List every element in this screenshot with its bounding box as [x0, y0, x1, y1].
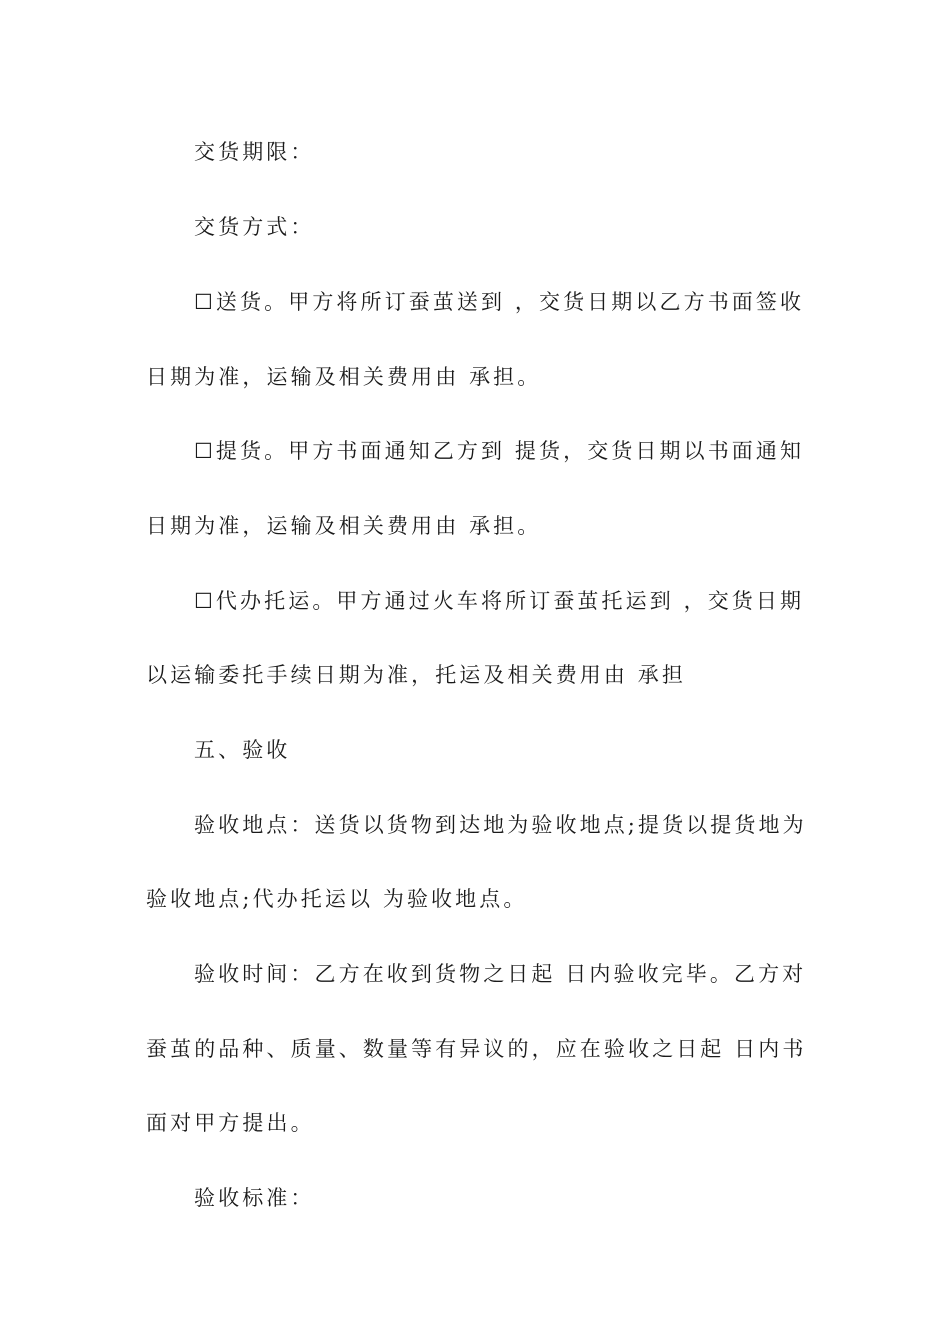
- acceptance-time-text-end: 面对甲方提出。: [146, 1111, 315, 1135]
- option-pickup-text-cont: 日期为准，运输及相关费用由 承担。: [146, 514, 542, 538]
- acceptance-time-text-cont: 蚕茧的品种、质量、数量等有异议的，应在验收之日起 日内书: [146, 1037, 807, 1061]
- option-consignment-text: ☐代办托运。甲方通过火车将所订蚕茧托运到 ，交货日期: [194, 589, 805, 613]
- option-delivery-text-cont: 日期为准，运输及相关费用由 承担。: [146, 365, 542, 389]
- option-consignment-text-cont: 以运输委托手续日期为准，托运及相关费用由 承担: [146, 663, 686, 687]
- acceptance-standard-label: 验收标准：: [194, 1186, 315, 1210]
- acceptance-time-text: 验收时间：乙方在收到货物之日起 日内验收完毕。乙方对: [194, 962, 807, 986]
- acceptance-location-text: 验收地点：送货以货物到达地为验收地点;提货以提货地为: [194, 813, 807, 837]
- delivery-term-label: 交货期限：: [194, 140, 315, 164]
- acceptance-location-text-cont: 验收地点;代办托运以 为验收地点。: [146, 887, 528, 911]
- section-heading-acceptance: 五、验收: [194, 738, 291, 762]
- delivery-method-label: 交货方式：: [194, 215, 315, 239]
- option-delivery-text: ☐送货。甲方将所订蚕茧送到 ，交货日期以乙方书面签收: [194, 290, 805, 314]
- option-pickup-text: ☐提货。甲方书面通知乙方到 提货，交货日期以书面通知: [194, 439, 805, 463]
